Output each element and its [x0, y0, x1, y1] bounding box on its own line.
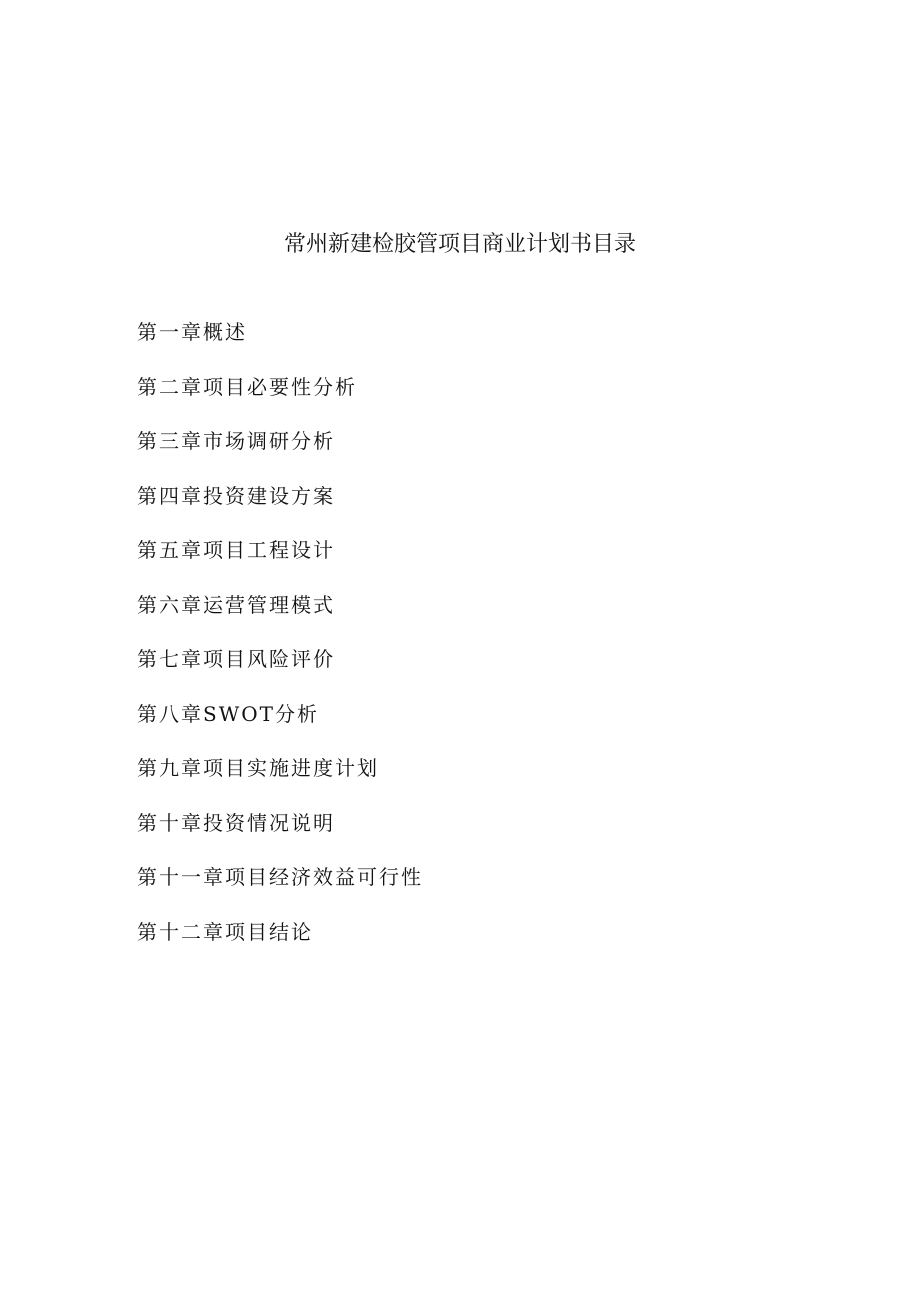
toc-item-chapter-3: 第三章市场调研分析: [137, 429, 335, 453]
toc-item-chapter-10: 第十章投资情况说明: [137, 810, 335, 835]
toc-item-chapter-2: 第二章项目必要性分析: [137, 374, 357, 399]
toc-item-chapter-1: 第一章概述: [137, 320, 247, 344]
toc-item-chapter-7: 第七章项目风险评价: [137, 647, 335, 671]
toc-item-chapter-12: 第十二章项目结论: [137, 919, 313, 944]
table-of-contents: [137, 316, 423, 970]
toc-item-chapter-8: 第八章SWOT分析: [137, 701, 319, 726]
toc-item-chapter-11: 第十一章项目经济效益可行性: [137, 865, 423, 889]
document-title: 常州新建检胶管项目商业计划书目录: [283, 232, 636, 257]
toc-item-chapter-5: 第五章项目工程设计: [137, 538, 335, 562]
toc-item-chapter-9: 第九章项目实施进度计划: [137, 756, 379, 780]
toc-item-chapter-6: 第六章运营管理模式: [137, 592, 335, 617]
toc-item-chapter-4: 第四章投资建设方案: [137, 483, 335, 508]
